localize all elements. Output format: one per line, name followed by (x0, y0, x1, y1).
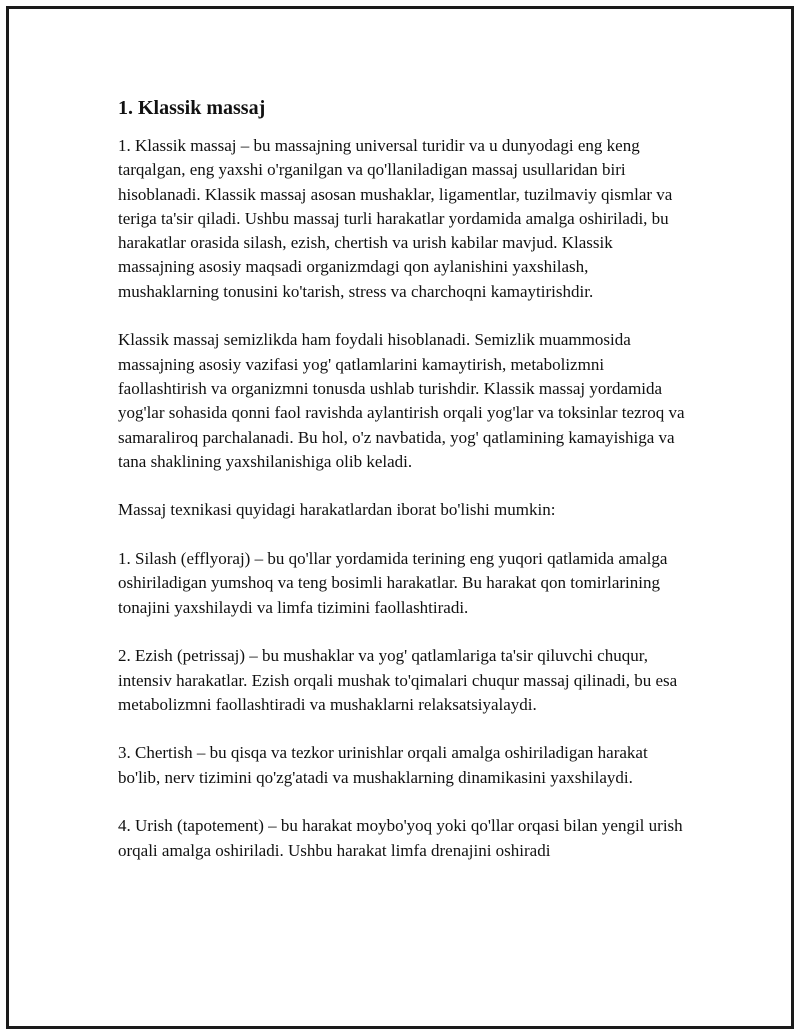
paragraph-ezish: 2. Ezish (petrissaj) – bu mushaklar va yog' qatlamlariga ta'sir qiluvchi chuqur, intensiv harakatlar. Ezish orqali mushak to'qimalari chuqur massaj qilinadi, bu esa metabolizmni faollashtiradi va mushaklarni relaksatsiyalaydi. (118, 646, 678, 714)
paragraph-urish: 4. Urish (tapotement) – bu harakat moybo'yoq yoki qo'llar orqasi bilan yengil urish orqali amalga oshiriladi. Ushbu harakat limfa drenajini oshiradi (118, 816, 683, 860)
paragraph-obesity: Klassik massaj semizlikda ham foydali hisoblanadi. Semizlik muammosida massajning asosiy vazifasi yog' qatlamlarini kamaytirish, metabolizmni faollashtirish va organizmni tonusda ushlab turishdir. Klassik massaj yordamida yog'lar sohasida qonni faol ravishda aylantirish orqali yog'lar va toksinlar tezroq va samaraliroq parchalanadi. Bu hol, o'z navbatida, yog' qatlamining kamayishiga va tana shaklining yaxshilanishiga olib keladi. (118, 330, 685, 471)
section-heading: 1. Klassik massaj (118, 97, 266, 119)
document-body (118, 96, 688, 887)
paragraph-techniques-intro: Massaj texnikasi quyidagi harakatlardan iborat bo'lishi mumkin: (118, 500, 556, 520)
paragraph-chertish: 3. Chertish – bu qisqa va tezkor urinishlar orqali amalga oshiriladigan harakat bo'lib, nerv tizimini qo'zg'atadi va mushaklarning dinamikasini yaxshilaydi. (118, 743, 648, 787)
paragraph-intro: 1. Klassik massaj – bu massajning universal turidir va u dunyodagi eng keng tarqalgan, eng yaxshi o'rganilgan va qo'llaniladigan massaj usullaridan biri hisoblanadi. Klassik massaj asosan mushaklar, ligamentlar, tuzilmaviy qismlar va teriga ta'sir qiladi. Ushbu massaj turli harakatlar yordamida amalga oshiriladi, bu harakatlar orasida silash, ezish, chertish va urish kabilar mavjud. Klassik massajning asosiy maqsadi organizmdagi qon aylanishini yaxshilash, mushaklarning tonusini ko'tarish, stress va charchoqni kamaytirishdir. (118, 136, 673, 301)
paragraph-silash: 1. Silash (efflyoraj) – bu qo'llar yordamida terining eng yuqori qatlamida amalga oshiriladigan yumshoq va teng bosimli harakatlar. Bu harakat qon tomirlarining tonajini yaxshilaydi va limfa tizimini faollashtiradi. (118, 549, 668, 617)
